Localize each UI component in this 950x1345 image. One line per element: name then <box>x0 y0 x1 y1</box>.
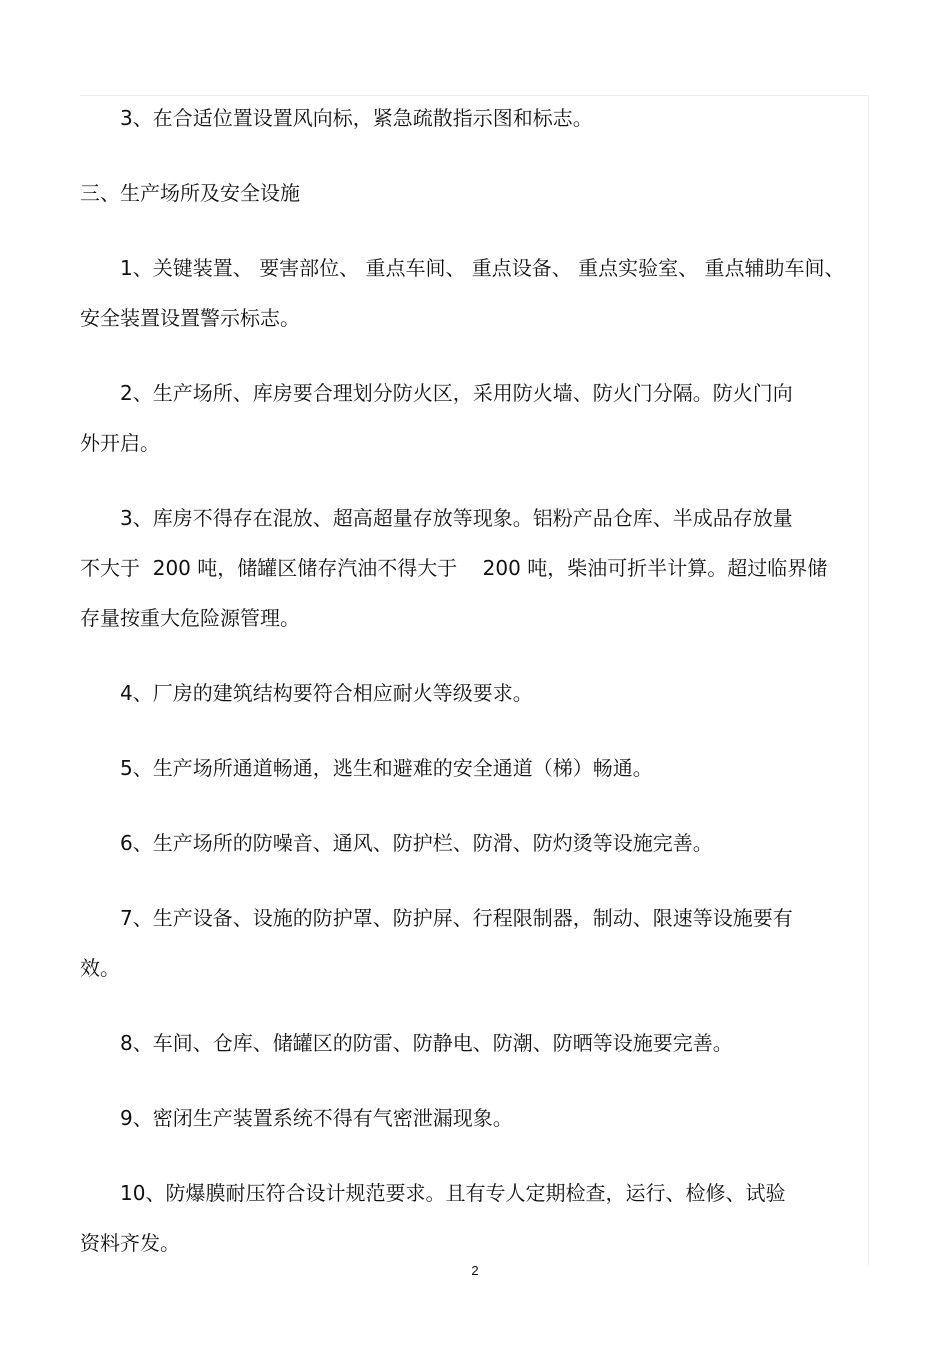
paragraph-line: 10、防爆膜耐压符合设计规范要求。且有专人定期检查，运行、检修、试验 <box>120 1181 786 1205</box>
paragraph-line: 存量按重大危险源管理。 <box>80 606 300 630</box>
page-number: 2 <box>471 1263 479 1278</box>
paragraph-line: 不大于 200 吨，储罐区储存汽油不得大于 200 吨，柴油可折半计算。超过临界储 <box>80 556 828 580</box>
paragraph-line: 3、在合适位置设置风向标，紧急疏散指示图和标志。 <box>120 106 593 130</box>
paragraph-line: 效。 <box>80 956 120 980</box>
paragraph-line: 3、库房不得存在混放、超高超量存放等现象。铝粉产品仓库、半成品存放量 <box>120 506 793 530</box>
paragraph-line: 5、生产场所通道畅通，逃生和避难的安全通道（梯）畅通。 <box>120 756 653 780</box>
paragraph-line: 外开启。 <box>80 431 160 455</box>
paragraph-line: 7、生产设备、设施的防护罩、防护屏、行程限制器，制动、限速等设施要有 <box>120 906 793 930</box>
paragraph-line: 1、关键装置、 要害部位、 重点车间、 重点设备、 重点实验室、 重点辅助车间、 <box>120 256 845 280</box>
paragraph-line: 9、密闭生产装置系统不得有气密泄漏现象。 <box>120 1106 513 1130</box>
paragraph-line: 安全装置设置警示标志。 <box>80 306 300 330</box>
paragraph-line: 2、生产场所、库房要合理划分防火区，采用防火墙、防火门分隔。防火门向 <box>120 381 793 405</box>
paragraph-line: 6、生产场所的防噪音、通风、防护栏、防滑、防灼烫等设施完善。 <box>120 831 713 855</box>
paragraph-line: 资料齐发。 <box>80 1231 180 1255</box>
section-heading: 三、生产场所及安全设施 <box>80 181 300 205</box>
paragraph-line: 8、车间、仓库、储罐区的防雷、防静电、防潮、防晒等设施要完善。 <box>120 1031 733 1055</box>
paragraph-line: 4、厂房的建筑结构要符合相应耐火等级要求。 <box>120 681 533 705</box>
